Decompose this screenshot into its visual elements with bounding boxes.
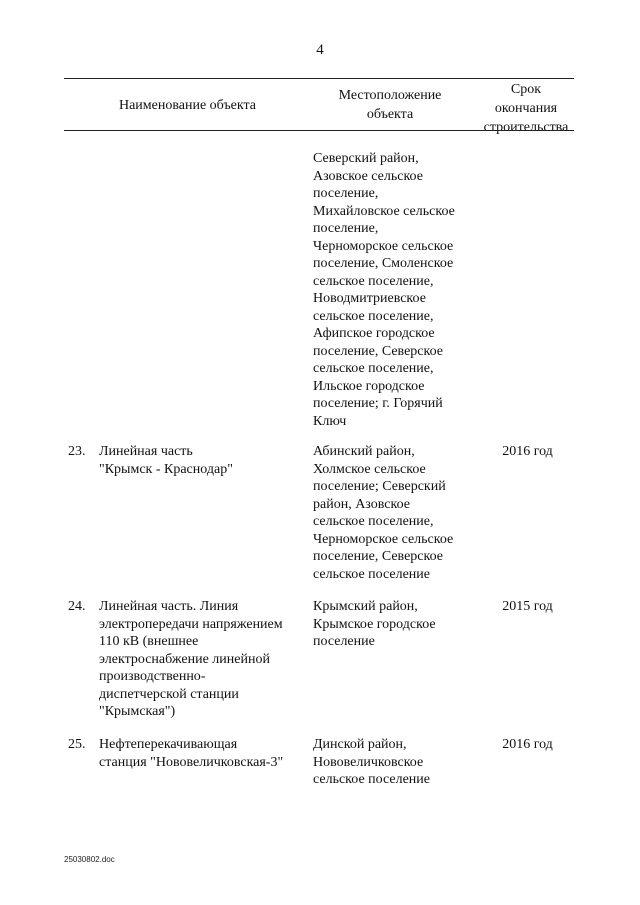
name-line: Линейная часть. Линия [99, 599, 239, 614]
location-line: поселение, [313, 221, 379, 236]
name-line: производственно- [99, 669, 206, 684]
location-line: сельское поселение, [313, 514, 434, 529]
name-line: станция "Нововеличковская-3" [99, 754, 284, 770]
object-name-cell [99, 598, 309, 721]
header-name-column: Наименование объекта [118, 98, 257, 113]
completion-term-cell: 2016 год [502, 737, 553, 752]
location-line: Абинский район, [313, 444, 415, 459]
row-number: 24. [68, 599, 86, 614]
header-location-column [315, 86, 465, 124]
location-line: сельское поселение, [313, 361, 434, 376]
location-line: Афипское городское [313, 326, 435, 341]
name-line: "Крымская") [99, 704, 176, 719]
name-line: электропередачи напряжением [99, 616, 283, 632]
location-line: поселение; г. Горячий [313, 396, 443, 411]
location-cell [313, 736, 478, 789]
location-cell [313, 443, 478, 583]
location-line: Динской район, [313, 737, 407, 752]
location-line: поселение, [313, 186, 379, 201]
continued-location-cell [313, 150, 478, 430]
header-top-rule [64, 78, 574, 79]
header-location-line: объекта [366, 107, 414, 122]
location-cell [313, 598, 478, 651]
location-line: Новодмитриевское [313, 291, 426, 306]
location-line: Холмское сельское [313, 461, 426, 477]
location-line: сельское поселение [313, 566, 430, 582]
document-footer: 25030802.doc [64, 855, 115, 864]
header-term-line: Срок [510, 82, 542, 97]
header-term-column [478, 80, 574, 137]
header-bottom-rule [64, 130, 574, 131]
location-line: поселение; Северский [313, 479, 446, 494]
object-name-cell [99, 443, 309, 478]
location-line: Ключ [313, 413, 347, 429]
location-line: сельское поселение [313, 772, 430, 787]
row-number: 23. [68, 444, 86, 459]
location-line: Северский район, [313, 151, 419, 166]
name-line: диспетчерской станции [99, 686, 239, 702]
name-line: Линейная часть [99, 444, 193, 459]
completion-term-cell: 2016 год [502, 444, 553, 459]
header-term-line: строительства [483, 120, 569, 135]
location-line: поселение, Северское [313, 343, 443, 359]
row-number: 25. [68, 737, 86, 752]
header-term-line: окончания [494, 101, 558, 116]
location-line: Черноморское сельское [313, 238, 454, 254]
name-line: Нефтеперекачивающая [99, 737, 238, 752]
page-number: 4 [316, 42, 324, 58]
location-line: поселение, Смоленское [313, 256, 454, 271]
location-line: поселение [313, 634, 375, 649]
name-line: электроснабжение линейной [99, 651, 270, 667]
location-line: Азовское сельское [313, 168, 423, 184]
name-line: 110 кВ (внешнее [99, 634, 199, 649]
location-line: Черноморское сельское [313, 531, 454, 547]
location-line: Ильское городское [313, 378, 425, 394]
location-line: Крымское городское [313, 616, 436, 632]
name-line: "Крымск - Краснодар" [99, 461, 233, 477]
object-name-cell [99, 736, 309, 771]
header-location-line: Местоположение [338, 88, 442, 103]
completion-term-cell: 2015 год [502, 599, 553, 614]
location-line: поселение, Северское [313, 549, 443, 564]
location-line: район, Азовское [313, 496, 410, 512]
location-line: Михайловское сельское [313, 203, 455, 219]
location-line: сельское поселение, [313, 308, 434, 324]
location-line: Крымский район, [313, 599, 418, 614]
location-line: сельское поселение, [313, 273, 434, 289]
location-line: Нововеличковское [313, 754, 424, 770]
